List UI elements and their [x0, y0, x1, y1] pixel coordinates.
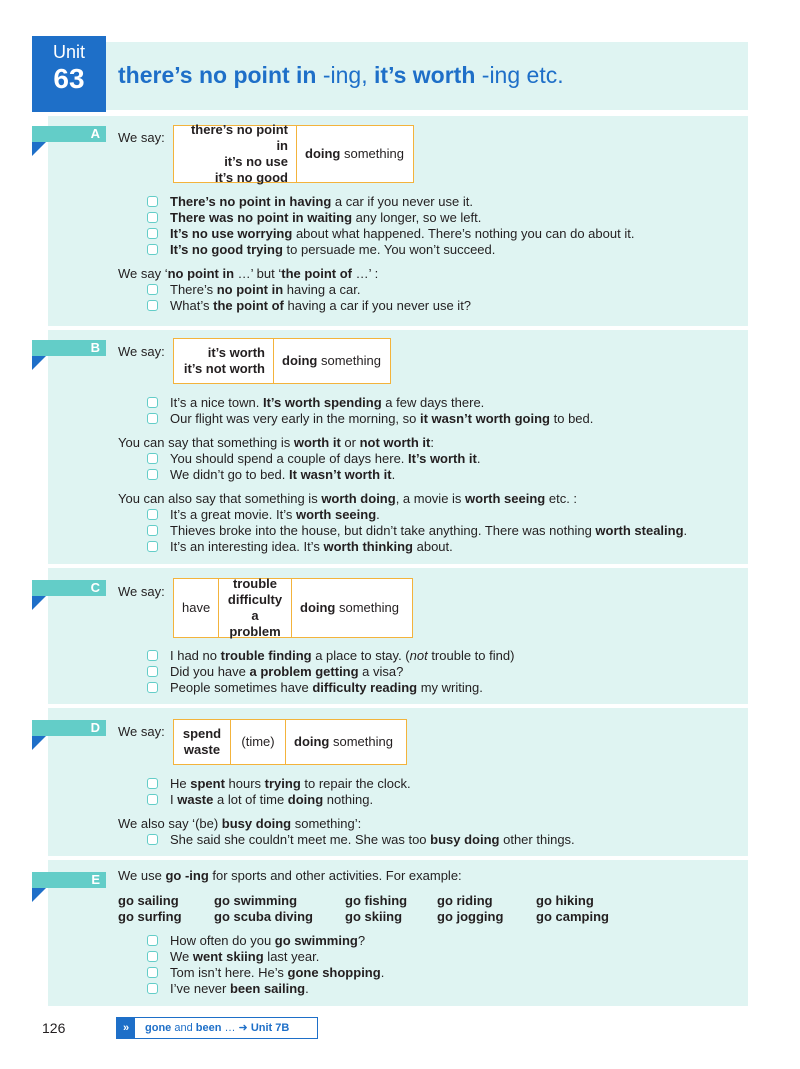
- activity-item: go skiing: [345, 909, 403, 924]
- section-marker-d: [32, 736, 46, 750]
- note-text: We also say ‘(be) busy doing something’:: [118, 816, 362, 831]
- example-line: Thieves broke into the house, but didn’t take anything. There was nothing worth stealing.: [170, 523, 688, 538]
- unit-number: 63: [53, 63, 85, 94]
- bullet-icon: [147, 284, 158, 295]
- example-line: Our flight was very early in the morning, so it wasn’t worth going to bed.: [170, 411, 594, 426]
- example-line: I’ve never been sailing.: [170, 981, 309, 996]
- bullet-icon: [147, 778, 158, 789]
- we-say-label: We say:: [118, 584, 165, 599]
- activity-item: go scuba diving: [214, 909, 313, 924]
- example-line: How often do you go swimming?: [170, 933, 366, 948]
- frame-cell-have: have: [174, 579, 219, 637]
- activity-item: go camping: [536, 909, 609, 924]
- frame-cell-doing: doing something: [305, 146, 404, 161]
- example-line: It’s no good trying to persuade me. You won’t succeed.: [170, 242, 496, 257]
- frame-cell-verbs: spend waste: [174, 720, 231, 764]
- pattern-frame-a: [173, 122, 414, 185]
- bullet-icon: [147, 951, 158, 962]
- unit-badge: [32, 36, 106, 112]
- double-arrow-icon: »: [117, 1018, 135, 1038]
- bullet-icon: [147, 666, 158, 677]
- we-say-label: We say:: [118, 344, 165, 359]
- bullet-icon: [147, 682, 158, 693]
- intro-text: We use go -ing for sports and other activities. For example:: [118, 868, 462, 883]
- frame-cell-doing: doing something: [300, 600, 399, 615]
- example-line: What’s the point of having a car if you never use it?: [170, 298, 472, 313]
- bullet-icon: [147, 935, 158, 946]
- cross-reference-link[interactable]: [116, 1017, 318, 1039]
- activity-item: go surfing: [118, 909, 182, 924]
- we-say-label: We say:: [118, 130, 165, 145]
- example-line: There’s no point in having a car.: [170, 282, 361, 297]
- section-marker-a: [32, 142, 46, 156]
- example-line: There’s no point in having a car if you never use it.: [170, 194, 473, 209]
- bullet-icon: [147, 244, 158, 255]
- activity-item: go sailing: [118, 893, 179, 908]
- bullet-icon: [147, 196, 158, 207]
- frame-cell-doing: doing something: [294, 734, 393, 749]
- bullet-icon: [147, 413, 158, 424]
- frame-cell-phrases: there’s no point in it’s no use it’s no good: [174, 126, 297, 182]
- activity-item: go swimming: [214, 893, 298, 908]
- example-line: I had no trouble finding a place to stay. (not trouble to find): [170, 648, 515, 663]
- unit-word: Unit: [52, 42, 85, 62]
- activity-item: go hiking: [536, 893, 594, 908]
- example-line: He spent hours trying to repair the clock.: [170, 776, 411, 791]
- activity-item: go fishing: [345, 893, 408, 908]
- pattern-frame-b: [173, 338, 391, 384]
- example-line: Did you have a problem getting a visa?: [170, 664, 404, 679]
- bullet-icon: [147, 397, 158, 408]
- example-line: We didn’t go to bed. It wasn’t worth it.: [170, 467, 396, 482]
- section-marker-e: [32, 888, 46, 902]
- bullet-icon: [147, 525, 158, 536]
- cross-reference-text: gone and been … ➜ Unit 7B: [145, 1022, 290, 1034]
- example-line: I waste a lot of time doing nothing.: [170, 792, 374, 807]
- note-text: You can also say that something is worth doing, a movie is worth seeing etc. :: [118, 491, 578, 506]
- pattern-frame-c: [173, 578, 413, 638]
- note-text: We say ‘no point in …’ but ‘the point of …’ :: [118, 266, 379, 281]
- example-line: You should spend a couple of days here. It’s worth it.: [170, 451, 481, 466]
- bullet-icon: [147, 650, 158, 661]
- pattern-frame-d: [173, 719, 407, 765]
- bullet-icon: [147, 469, 158, 480]
- frame-cell-time: (time): [231, 720, 286, 764]
- bullet-icon: [147, 834, 158, 845]
- section-tag-d: D: [32, 720, 106, 736]
- bullet-icon: [147, 453, 158, 464]
- section-marker-b: [32, 356, 46, 370]
- frame-cell-phrases: it’s worth it’s not worth: [174, 339, 274, 383]
- bullet-icon: [147, 967, 158, 978]
- bullet-icon: [147, 228, 158, 239]
- frame-cell-nouns: trouble difficulty a problem: [219, 579, 292, 637]
- bullet-icon: [147, 300, 158, 311]
- section-tag-c: C: [32, 580, 106, 596]
- bullet-icon: [147, 509, 158, 520]
- example-line: Tom isn’t here. He’s gone shopping.: [170, 965, 385, 980]
- example-line: It’s an interesting idea. It’s worth thinking about.: [170, 539, 453, 554]
- example-line: It’s a great movie. It’s worth seeing.: [170, 507, 380, 522]
- note-text: You can say that something is worth it or not worth it:: [118, 435, 434, 450]
- we-say-label: We say:: [118, 724, 165, 739]
- page-title: there’s no point in -ing, it’s worth -ing etc.: [118, 62, 564, 88]
- example-line: We went skiing last year.: [170, 949, 320, 964]
- example-line: It’s no use worrying about what happened. There’s nothing you can do about it.: [170, 226, 635, 241]
- bullet-icon: [147, 983, 158, 994]
- bullet-icon: [147, 541, 158, 552]
- section-tag-b: B: [32, 340, 106, 356]
- page-number: 126: [42, 1020, 66, 1036]
- activity-item: go jogging: [437, 909, 504, 924]
- frame-cell-doing: doing something: [282, 353, 381, 368]
- bullet-icon: [147, 212, 158, 223]
- title-bar: [106, 42, 748, 110]
- section-tag-e: E: [32, 872, 106, 888]
- example-line: It’s a nice town. It’s worth spending a few days there.: [170, 395, 485, 410]
- bullet-icon: [147, 794, 158, 805]
- section-marker-c: [32, 596, 46, 610]
- example-line: There was no point in waiting any longer, so we left.: [170, 210, 482, 225]
- section-tag-a: A: [32, 126, 106, 142]
- example-line: She said she couldn’t meet me. She was too busy doing other things.: [170, 832, 575, 847]
- example-line: People sometimes have difficulty reading my writing.: [170, 680, 483, 695]
- activity-item: go riding: [437, 893, 493, 908]
